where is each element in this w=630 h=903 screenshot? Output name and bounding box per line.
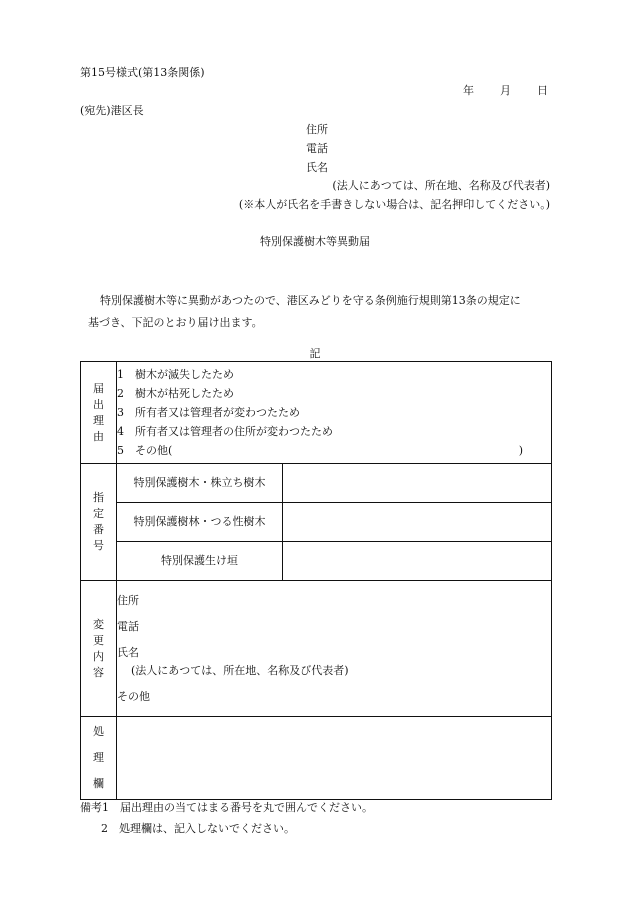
reason-label-char: 由 <box>93 429 104 443</box>
reason-item: 2 樹木が枯死したため <box>117 387 234 400</box>
processing-area <box>117 717 552 800</box>
date-month: 月 <box>500 84 511 97</box>
change-label-char: 内 <box>93 649 104 663</box>
applicant-sign-note: (※本人が氏名を手書きしない場合は、記名押印してください。) <box>238 198 550 211</box>
change-name-label: 氏名 <box>117 645 139 659</box>
date-line <box>437 84 548 97</box>
change-corp-note: (法人にあつては、所在地、名称及び代表者) <box>131 663 349 677</box>
change-label-char: 変 <box>93 617 104 631</box>
reason-item-other <box>117 441 551 460</box>
processing-label-char: 処 <box>93 725 104 738</box>
designation-label-char: 指 <box>93 491 104 504</box>
body-line-1: 特別保護樹木等に異動があつたので、港区みどりを守る条例施行規則第13条の規定に <box>100 294 521 307</box>
change-label <box>81 581 117 717</box>
applicant-address-label: 住所 <box>306 123 328 136</box>
reason-label-char: 出 <box>93 397 104 411</box>
designation-label <box>81 464 117 581</box>
applicant-corp-note: (法人にあつては、所在地、名称及び代表者) <box>332 179 550 192</box>
designation-type-hedge: 特別保護生け垣 <box>117 542 283 581</box>
reason-list <box>117 362 552 464</box>
designation-label-char: 号 <box>93 539 104 552</box>
remarks-line-2: 2 処理欄は、記入しないでください。 <box>101 822 295 835</box>
change-other-label: その他 <box>117 689 150 703</box>
designation-value-tree[interactable] <box>283 464 552 503</box>
addressee: (宛先)港区長 <box>80 104 144 117</box>
date-year: 年 <box>463 84 474 97</box>
change-address-label: 住所 <box>117 593 139 607</box>
reason-other-close: ) <box>518 444 523 457</box>
change-content[interactable] <box>117 581 552 717</box>
processing-label-char: 理 <box>93 751 104 764</box>
reason-item: 1 樹木が滅失したため <box>117 368 234 381</box>
document-title: 特別保護樹木等異動届 <box>260 235 370 248</box>
reason-label <box>81 362 117 464</box>
reason-label-char: 理 <box>93 413 104 427</box>
applicant-phone-label: 電話 <box>306 142 328 155</box>
designation-label-char: 定 <box>93 507 104 520</box>
processing-label-char: 欄 <box>93 777 104 790</box>
remarks-line-1: 備考1 届出理由の当てはまる番号を丸で囲んでください。 <box>80 801 373 814</box>
change-label-char: 更 <box>93 633 104 647</box>
reason-item: 3 所有者又は管理者が変わつたため <box>117 406 300 419</box>
designation-value-forest[interactable] <box>283 503 552 542</box>
body-text <box>88 290 521 334</box>
change-label-char: 容 <box>93 665 104 679</box>
ki-heading: 記 <box>309 347 321 360</box>
form-number: 第15号様式(第13条関係) <box>80 66 205 79</box>
reason-other-label: 5 その他( <box>117 444 173 457</box>
designation-value-hedge[interactable] <box>283 542 552 581</box>
reason-label-char: 届 <box>93 381 104 395</box>
processing-label <box>81 717 117 800</box>
date-day: 日 <box>537 84 548 97</box>
notification-table <box>80 361 552 800</box>
change-phone-label: 電話 <box>117 619 139 633</box>
reason-item: 4 所有者又は管理者の住所が変わつたため <box>117 425 333 438</box>
body-line-2: 基づき、下記のとおり届け出ます。 <box>88 316 263 329</box>
designation-label-char: 番 <box>93 523 104 536</box>
designation-type-forest: 特別保護樹林・つる性樹木 <box>117 503 283 542</box>
applicant-name-label: 氏名 <box>306 161 328 174</box>
designation-type-tree: 特別保護樹木・株立ち樹木 <box>117 464 283 503</box>
